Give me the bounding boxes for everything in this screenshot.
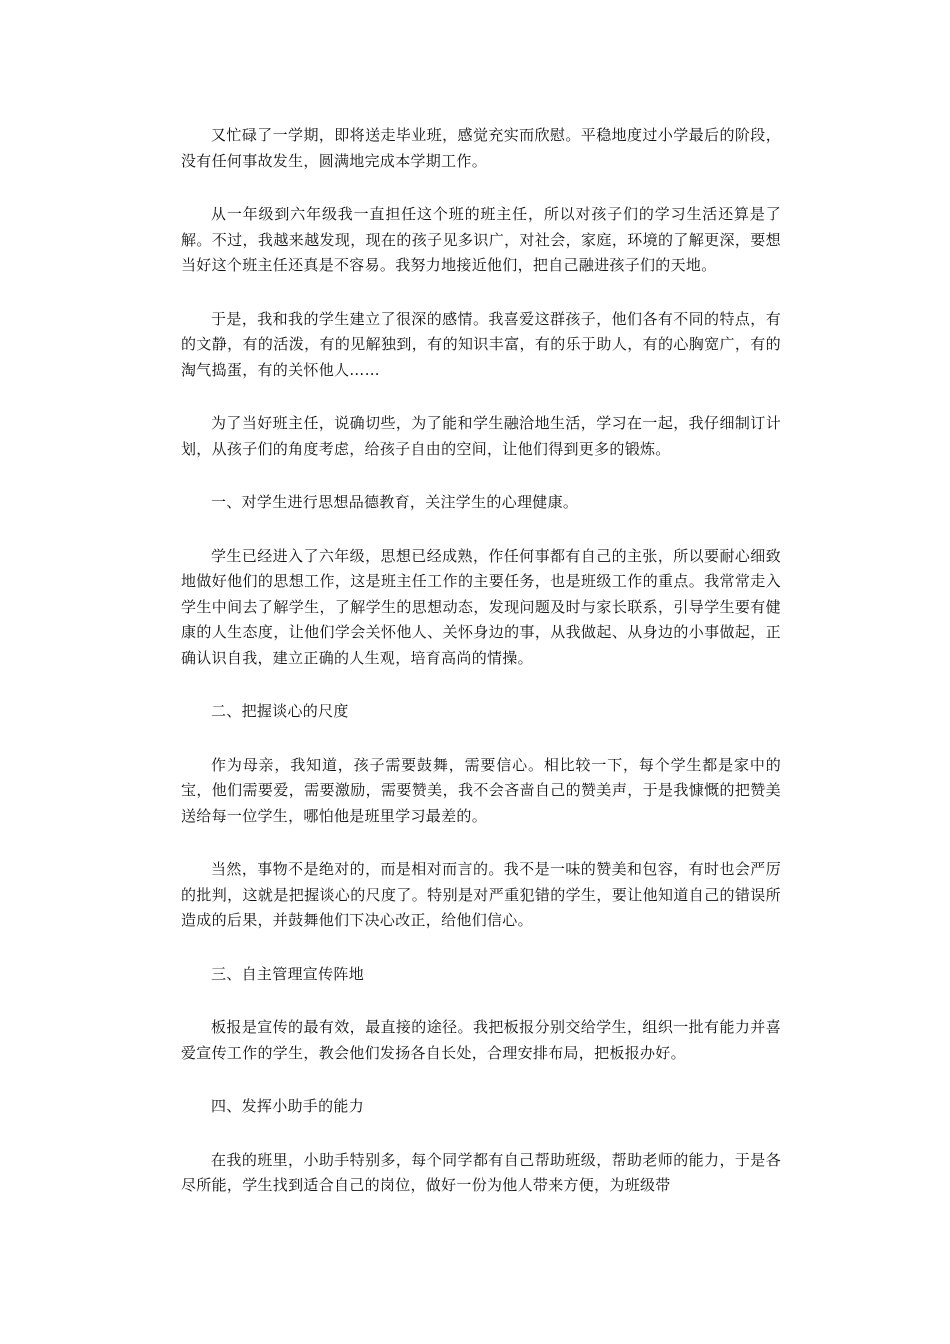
paragraph: 作为母亲，我知道，孩子需要鼓舞，需要信心。相比较一下，每个学生都是家中的宝，他们需要爱，需要激励，需要赞美，我不会吝啬自己的赞美声，于是我慷慨的把赞美送给每一位学生，哪怕他是班里学习最差的。 xyxy=(181,755,781,825)
paragraph: 板报是宣传的最有效，最直接的途径。我把板报分别交给学生，组织一批有能力并喜爱宣传工作的学生，教会他们发扬各自长处，合理安排布局，把板报办好。 xyxy=(181,1018,781,1062)
section-heading-4: 四、发挥小助手的能力 xyxy=(211,1097,365,1115)
paragraph: 从一年级到六年级我一直担任这个班的班主任，所以对孩子们的学习生活还算是了解。不过，我越来越发现，现在的孩子见多识广，对社会，家庭，环境的了解更深，要想当好这个班主任还真是不容易。我努力地接近他们，把自己融进孩子们的天地。 xyxy=(181,205,781,274)
paragraph: 为了当好班主任，说确切些，为了能和学生融洽地生活，学习在一起，我仔细制订计划，从孩子们的角度考虑，给孩子自由的空间，让他们得到更多的锻炼。 xyxy=(181,414,781,458)
paragraph: 学生已经进入了六年级，思想已经成熟，作任何事都有自己的主张，所以要耐心细致地做好他们的思想工作，这是班主任工作的主要任务，也是班级工作的重点。我常常走入学生中间去了解学生，了解学生的思想动态，发现问题及时与家长联系，引导学生要有健康的人生态度，让他们学会关怀他人、关怀身边的事，从我做起、从身边的小事做起，正确认识自我，建立正确的人生观，培育高尚的情操。 xyxy=(181,546,781,667)
section-heading-2: 二、把握谈心的尺度 xyxy=(211,702,349,720)
paragraph: 又忙碌了一学期，即将送走毕业班，感觉充实而欣慰。平稳地度过小学最后的阶段，没有任何事故发生，圆满地完成本学期工作。 xyxy=(181,126,781,170)
section-heading-1: 一、对学生进行思想品德教育，关注学生的心理健康。 xyxy=(211,493,579,511)
paragraph: 于是，我和我的学生建立了很深的感情。我喜爱这群孩子，他们各有不同的特点，有的文静，有的活泼，有的见解独到，有的知识丰富，有的乐于助人，有的心胸宽广，有的淘气捣蛋，有的关怀他人…… xyxy=(181,309,781,379)
paragraph: 当然，事物不是绝对的，而是相对而言的。我不是一味的赞美和包容，有时也会严厉的批判，这就是把握谈心的尺度了。特别是对严重犯错的学生，要让他知道自己的错误所造成的后果，并鼓舞他们下决心改正，给他们信心。 xyxy=(181,860,781,929)
section-heading-3: 三、自主管理宣传阵地 xyxy=(211,964,365,983)
document-page xyxy=(181,123,781,1227)
paragraph: 在我的班里，小助手特别多，每个同学都有自己帮助班级，帮助老师的能力，于是各尽所能，学生找到适合自己的岗位，做好一份为他人带来方便，为班级带 xyxy=(181,1150,781,1194)
